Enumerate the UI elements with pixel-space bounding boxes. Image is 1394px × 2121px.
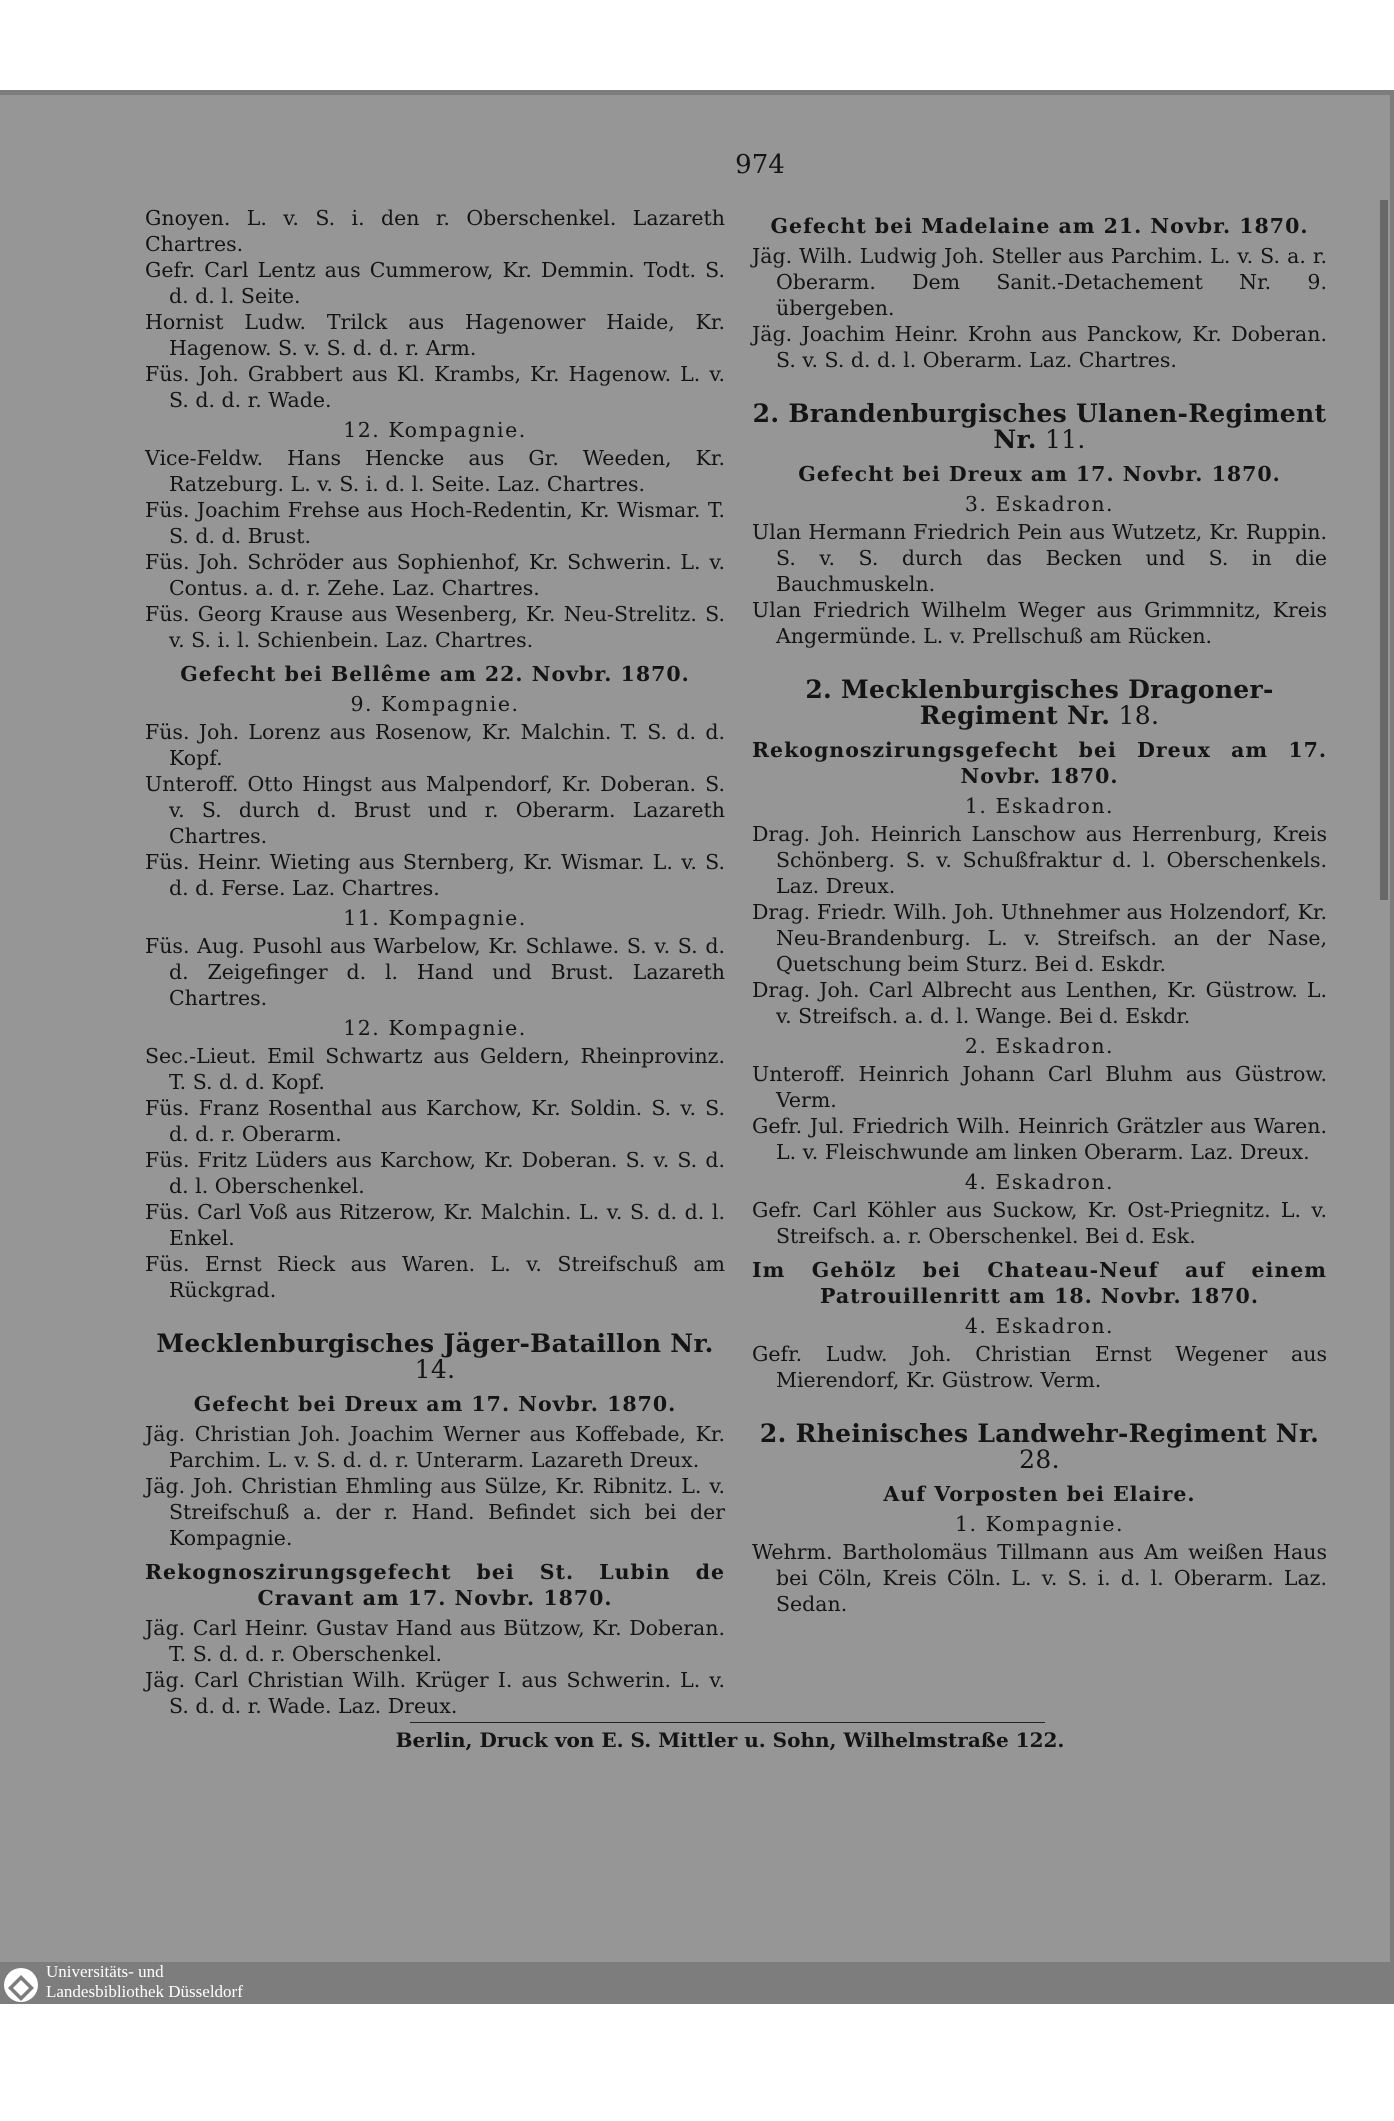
regiment-number: 14. (414, 1355, 456, 1384)
casualty-entry: Drag. Joh. Carl Albrecht aus Lenthen, Kr. Güstrow. L. v. Streifsch. a. d. l. Wange. Bei d. Eskdr. (752, 978, 1327, 1028)
regiment-number: 18. (1110, 701, 1160, 730)
casualty-entry: Gefr. Jul. Friedrich Wilh. Heinrich Grätzler aus Waren. L. v. Fleischwunde am linken Oberarm. Laz. Dreux. (752, 1114, 1327, 1164)
casualty-entry: Füs. Joh. Schröder aus Sophienhof, Kr. Schwerin. L. v. Contus. a. d. r. Zehe. Laz. Chartres. (145, 550, 725, 600)
regiment-heading (752, 401, 1327, 453)
section-spacer (752, 373, 1327, 387)
casualty-entry: Gefr. Carl Köhler aus Suckow, Kr. Ost-Priegnitz. L. v. Streifsch. a. r. Oberschenkel. Bei d. Esk. (752, 1198, 1327, 1248)
casualty-entry: Füs. Carl Voß aus Ritzerow, Kr. Malchin. L. v. S. d. d. l. Enkel. (145, 1200, 725, 1250)
casualty-entry: Drag. Friedr. Wilh. Joh. Uthnehmer aus Holzendorf, Kr. Neu-Brandenburg. L. v. Streifsch. an der Nase, Quetschung beim Sturz. Bei d. Eskdr. (752, 900, 1327, 976)
casualty-entry: Füs. Joachim Frehse aus Hoch-Redentin, Kr. Wismar. T. S. d. d. Brust. (145, 498, 725, 548)
engagement-heading: Gefecht bei Dreux am 17. Novbr. 1870. (193, 1392, 677, 1416)
unit-subheading: 11. Kompagnie. (343, 906, 527, 930)
regiment-name: Mecklenburgisches Jäger-Bataillon Nr. (156, 1329, 714, 1358)
printer-imprint: Berlin, Druck von E. S. Mittler u. Sohn, Wilhelmstraße 122. (395, 1728, 1065, 1752)
unit-subheading: 3. Eskadron. (964, 492, 1115, 516)
casualty-entry: Sec.-Lieut. Emil Schwartz aus Geldern, Rheinprovinz. T. S. d. d. Kopf. (145, 1044, 725, 1094)
engagement-heading: Auf Vorposten bei Elaire. (883, 1482, 1196, 1506)
casualty-entry: Füs. Georg Krause aus Wesenberg, Kr. Neu-Strelitz. S. v. S. i. l. Schienbein. Laz. Chartres. (145, 602, 725, 652)
unit-subheading: 9. Kompagnie. (350, 692, 520, 716)
engagement-heading: Im Gehölz bei Chateau-Neuf auf einem Patrouillenritt am 18. Novbr. 1870. (752, 1258, 1327, 1308)
casualty-entry: Füs. Heinr. Wieting aus Sternberg, Kr. Wismar. L. v. S. d. d. Ferse. Laz. Chartres. (145, 850, 725, 900)
footer-rule (410, 1722, 1045, 1723)
casualty-entry: Füs. Ernst Rieck aus Waren. L. v. Streifschuß am Rückgrad. (145, 1252, 725, 1302)
left-column (145, 205, 725, 1719)
page-number: 974 (735, 150, 785, 180)
library-name (46, 1962, 243, 2002)
casualty-entry: Füs. Aug. Pusohl aus Warbelow, Kr. Schlawe. S. v. S. d. d. Zeigefinger d. l. Hand und Brust. Lazareth Chartres. (145, 934, 725, 1010)
casualty-entry: Ulan Hermann Friedrich Pein aus Wutzetz, Kr. Ruppin. S. v. S. durch das Becken und S. in die Bauchmuskeln. (752, 520, 1327, 596)
unit-subheading: 12. Kompagnie. (343, 418, 527, 442)
section-spacer (752, 1393, 1327, 1407)
regiment-heading (145, 1331, 725, 1383)
casualty-entry: Füs. Fritz Lüders aus Karchow, Kr. Doberan. S. v. S. d. d. l. Oberschenkel. (145, 1148, 725, 1198)
regiment-name: 2. Rheinisches Landwehr-Regiment Nr. (759, 1419, 1320, 1448)
unit-subheading: 1. Kompagnie. (955, 1512, 1124, 1536)
regiment-heading (752, 677, 1327, 729)
casualty-entry: Gnoyen. L. v. S. i. den r. Oberschenkel. Lazareth Chartres. (145, 206, 725, 256)
unit-subheading: 2. Eskadron. (964, 1034, 1115, 1058)
engagement-heading: Rekognoszirungsgefecht bei Dreux am 17. Novbr. 1870. (752, 738, 1327, 788)
casualty-entry: Jäg. Wilh. Ludwig Joh. Steller aus Parchim. L. v. S. a. r. Oberarm. Dem Sanit.-Detachement Nr. 9. übergeben. (752, 244, 1327, 320)
casualty-entry: Hornist Ludw. Trilck aus Hagenower Haide, Kr. Hagenow. S. v. S. d. d. r. Arm. (145, 310, 725, 360)
casualty-entry: Füs. Joh. Lorenz aus Rosenow, Kr. Malchin. T. S. d. d. Kopf. (145, 720, 725, 770)
casualty-entry: Unteroff. Heinrich Johann Carl Bluhm aus Güstrow. Verm. (752, 1062, 1327, 1112)
casualty-entry: Unteroff. Otto Hingst aus Malpendorf, Kr. Doberan. S. v. S. durch d. Brust und r. Oberarm. Lazareth Chartres. (145, 772, 725, 848)
engagement-heading: Gefecht bei Bellême am 22. Novbr. 1870. (180, 662, 690, 686)
section-spacer (145, 1303, 725, 1317)
casualty-entry: Gefr. Ludw. Joh. Christian Ernst Wegener aus Mierendorf, Kr. Güstrow. Verm. (752, 1342, 1327, 1392)
casualty-entry: Ulan Friedrich Wilhelm Weger aus Grimmnitz, Kreis Angermünde. L. v. Prellschuß am Rücken. (752, 598, 1327, 648)
casualty-entry: Jäg. Joh. Christian Ehmling aus Sülze, Kr. Ribnitz. L. v. Streifschuß a. der r. Hand. Befindet sich bei der Kompagnie. (145, 1474, 725, 1550)
casualty-entry: Jäg. Carl Christian Wilh. Krüger I. aus Schwerin. L. v. S. d. d. r. Wade. Laz. Dreux. (145, 1668, 725, 1718)
casualty-entry: Füs. Franz Rosenthal aus Karchow, Kr. Soldin. S. v. S. d. d. r. Oberarm. (145, 1096, 725, 1146)
section-spacer (752, 649, 1327, 663)
unit-subheading: 12. Kompagnie. (343, 1016, 527, 1040)
unit-subheading: 4. Eskadron. (964, 1314, 1115, 1338)
engagement-heading: Gefecht bei Madelaine am 21. Novbr. 1870. (770, 214, 1309, 238)
casualty-entry: Gefr. Carl Lentz aus Cummerow, Kr. Demmin. Todt. S. d. d. l. Seite. (145, 258, 725, 308)
page-edge-shadow (1380, 200, 1388, 900)
casualty-entry: Jäg. Joachim Heinr. Krohn aus Panckow, Kr. Doberan. S. v. S. d. d. l. Oberarm. Laz. Chartres. (752, 322, 1327, 372)
casualty-entry: Wehrm. Bartholomäus Tillmann aus Am weißen Haus bei Cöln, Kreis Cöln. L. v. S. i. d. l. Oberarm. Laz. Sedan. (752, 1540, 1327, 1616)
casualty-entry: Füs. Joh. Grabbert aus Kl. Krambs, Kr. Hagenow. L. v. S. d. d. r. Wade. (145, 362, 725, 412)
casualty-entry: Jäg. Carl Heinr. Gustav Hand aus Bützow, Kr. Doberan. T. S. d. d. r. Oberschenkel. (145, 1616, 725, 1666)
regiment-heading (752, 1421, 1327, 1473)
casualty-entry: Vice-Feldw. Hans Hencke aus Gr. Weeden, Kr. Ratzeburg. L. v. S. i. d. l. Seite. Laz. Chartres. (145, 446, 725, 496)
regiment-name: 2. Brandenburgisches Ulanen-Regiment Nr. (752, 399, 1327, 454)
regiment-number: 11. (1036, 425, 1086, 454)
library-name-line-1: Universitäts- und (46, 1962, 164, 1981)
library-name-line-2: Landesbibliothek Düsseldorf (46, 1982, 243, 2001)
regiment-number: 28. (1019, 1445, 1060, 1474)
unit-subheading: 4. Eskadron. (964, 1170, 1115, 1194)
regiment-name: 2. Mecklenburgisches Dragoner-Regiment Nr. (805, 675, 1274, 730)
casualty-entry: Jäg. Christian Joh. Joachim Werner aus Koffebade, Kr. Parchim. L. v. S. d. d. r. Unterarm. Lazareth Dreux. (145, 1422, 725, 1472)
library-logo-icon (2, 1966, 40, 2004)
engagement-heading: Rekognoszirungsgefecht bei St. Lubin de Cravant am 17. Novbr. 1870. (145, 1560, 725, 1610)
unit-subheading: 1. Eskadron. (964, 794, 1115, 818)
right-column (752, 205, 1327, 1617)
casualty-entry: Drag. Joh. Heinrich Lanschow aus Herrenburg, Kreis Schönberg. S. v. Schußfraktur d. l. Oberschenkels. Laz. Dreux. (752, 822, 1327, 898)
engagement-heading: Gefecht bei Dreux am 17. Novbr. 1870. (798, 462, 1281, 486)
